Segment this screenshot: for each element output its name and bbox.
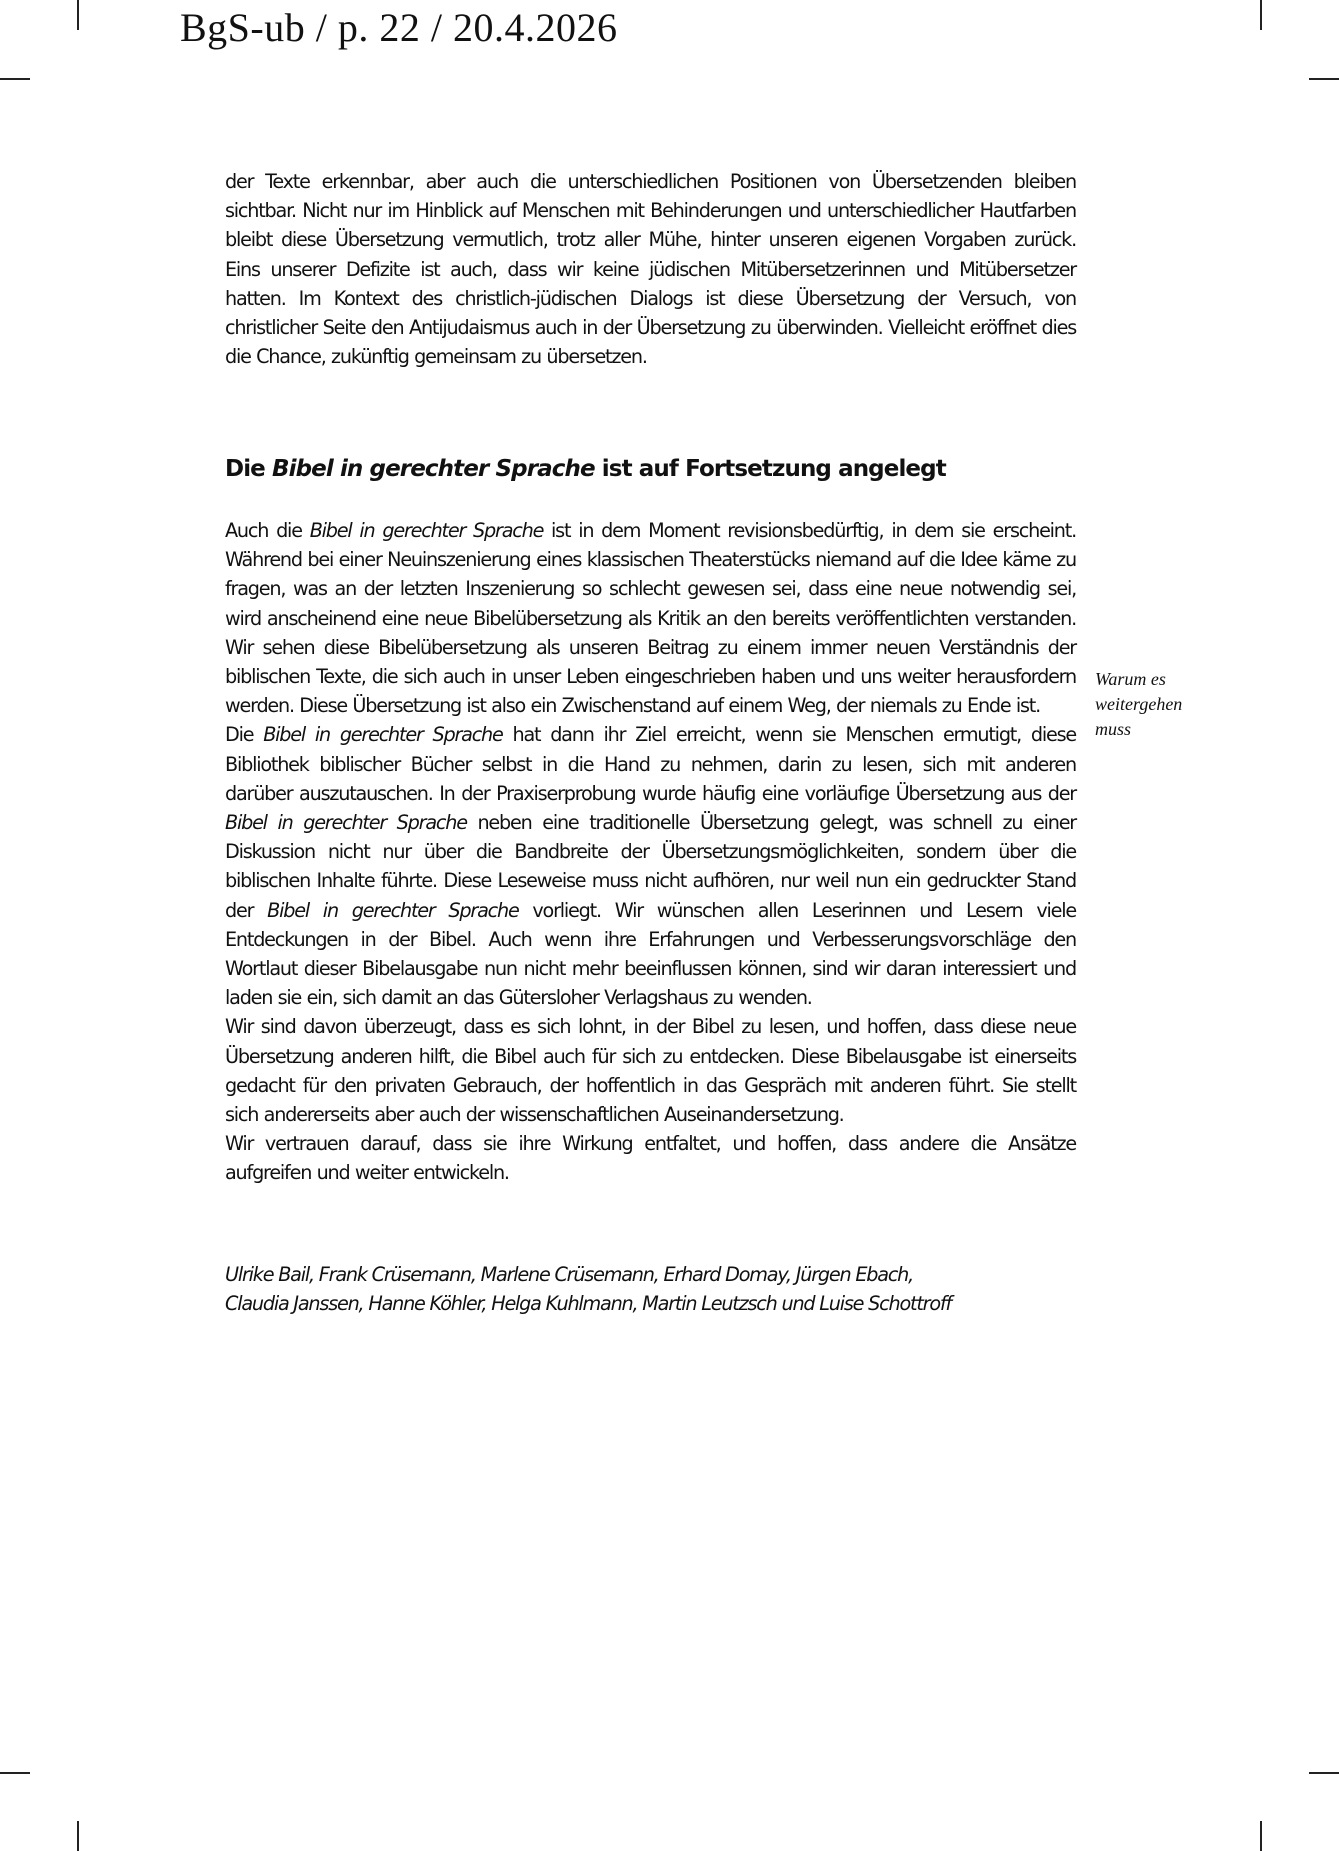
paragraph-2-text-a: Die — [225, 723, 264, 747]
paragraph-3: Wir sind davon überzeugt, dass es sich lohnt, in der Bibel zu lesen, und hoffen, dass diese neue Übersetzung anderen hilft, die Bibel auch für sich zu entdecken. Diese Bibelausgabe ist einerseits gedacht für den privaten Gebrauch, der hoffentlich in das Gespräch mit anderen führt. Sie stellt sich andererseits aber auch der wissenschaftlichen Auseinandersetzung. — [225, 1015, 1076, 1127]
crop-mark-bottom-right-h — [1309, 1772, 1339, 1774]
paragraph-1-text-a: Auch die — [225, 519, 310, 542]
main-text-block — [225, 516, 1076, 1188]
bible-title-ref: Bibel in gerechter Sprache — [225, 811, 467, 835]
bible-title-ref: Bibel in gerechter Sprache — [263, 723, 503, 747]
crop-mark-bottom-left-h — [0, 1772, 30, 1774]
crop-mark-bottom-left — [77, 1821, 79, 1851]
heading-prefix: Die — [225, 456, 272, 482]
paragraph-1 — [225, 516, 1076, 720]
crop-mark-top-right-h — [1309, 78, 1339, 80]
marginal-note — [1095, 667, 1225, 742]
bible-title-ref: Bibel in gerechter Sprache — [309, 519, 544, 542]
intro-paragraph-block — [225, 167, 1076, 371]
paragraph-2 — [225, 720, 1076, 1012]
intro-paragraph: der Texte erkennbar, aber auch die unterschiedlichen Positionen von Übersetzenden bleiben sichtbar. Nicht nur im Hinblick auf Menschen mit Behinderungen und unterschiedlicher Hautfarben bleibt diese Übersetzung vermutlich, trotz aller Mühe, hinter unseren eigenen Vorgaben zurück. Eins unserer Defizite ist auch, dass wir keine jüdischen Mitübersetzerinnen und Mitübersetzer hatten. Im Kontext des christlich-jüdischen Dialogs ist diese Übersetzung der Versuch, von christlicher Seite den Antijudaismus auch in der Übersetzung zu überwinden. Vielleicht eröffnet dies die Chance, zukünftig gemeinsam zu übersetzen. — [225, 170, 1076, 369]
crop-mark-top-left — [77, 0, 79, 30]
paragraph-1-text-b: ist in dem Moment revisionsbedürftig, in dem sie erscheint. Während bei einer Neuinszenierung eines klassischen Theaterstücks niemand auf die Idee käme zu fragen, was an der letzten Inszenierung so schlecht gewesen sei, dass eine neue notwendig sei, wird anscheinend eine neue Bibelübersetzung als Kritik an den bereits veröffentlichten verstanden. Wir sehen diese Bibelübersetzung als unseren Beitrag zu einem immer neuen Verständnis der biblischen Texte, die sich auch in unser Leben eingeschrieben haben und uns weiter herausfordern werden. Diese Übersetzung ist also ein Zwischenstand auf einem Weg, der niemals zu Ende ist. — [225, 519, 1076, 718]
heading-suffix: ist auf Fortsetzung angelegt — [594, 456, 946, 482]
marginal-note-line-2: weitergehen — [1095, 694, 1183, 714]
paragraph-2-text-d: vorliegt. Wir wünschen allen Leserinnen und Lesern viele Entdeckungen in der Bibel. Auch wenn ihre Erfahrungen und Verbesserungsvorschläge den Wortlaut dieser Bibelausgabe nun nicht mehr beeinflussen können, sind wir daran interessiert und laden sie ein, sich damit an das Gütersloher Verlagshaus zu wenden. — [225, 898, 1076, 1010]
heading-bible-title: Bibel in gerechter Sprache — [271, 456, 595, 482]
marginal-note-line-1: Warum es — [1095, 669, 1166, 689]
signature-line-1: Ulrike Bail, Frank Crüsemann, Marlene Crüsemann, Erhard Domay, Jürgen Ebach, — [225, 1263, 914, 1286]
crop-mark-top-left-h — [0, 78, 30, 80]
authors-signature — [225, 1260, 1125, 1318]
paragraph-2-text-c: neben eine traditionelle Übersetzung gelegt, was schnell zu einer Diskussion nicht nur über die Bandbreite der Übersetzungsmöglichkeiten, sondern über die biblischen Inhalte führte. Diese Leseweise muss nicht aufhören, nur weil nun ein gedruckter Stand der — [225, 811, 1076, 922]
crop-mark-top-right — [1260, 0, 1262, 30]
paragraph-4: Wir vertrauen darauf, dass sie ihre Wirkung entfaltet, und hoffen, dass andere die Ansätze aufgreifen und weiter entwickeln. — [225, 1132, 1076, 1185]
running-head: BgS-ub / p. 22 / 20.4.2026 — [180, 5, 618, 50]
paragraph-2-text-b: hat dann ihr Ziel erreicht, wenn sie Menschen ermutigt, diese Bibliothek biblischer Bücher selbst in die Hand zu nehmen, darin zu lesen, sich mit anderen darüber auszutauschen. In der Praxiserprobung wurde häufig eine vorläufige Übersetzung aus der — [225, 723, 1077, 805]
crop-mark-bottom-right — [1260, 1821, 1262, 1851]
marginal-note-line-3: muss — [1095, 719, 1132, 739]
signature-line-2: Claudia Janssen, Hanne Köhler, Helga Kuhlmann, Martin Leutzsch und Luise Schottroff — [225, 1292, 951, 1316]
bible-title-ref: Bibel in gerechter Sprache — [267, 898, 519, 922]
section-heading — [225, 456, 1085, 482]
